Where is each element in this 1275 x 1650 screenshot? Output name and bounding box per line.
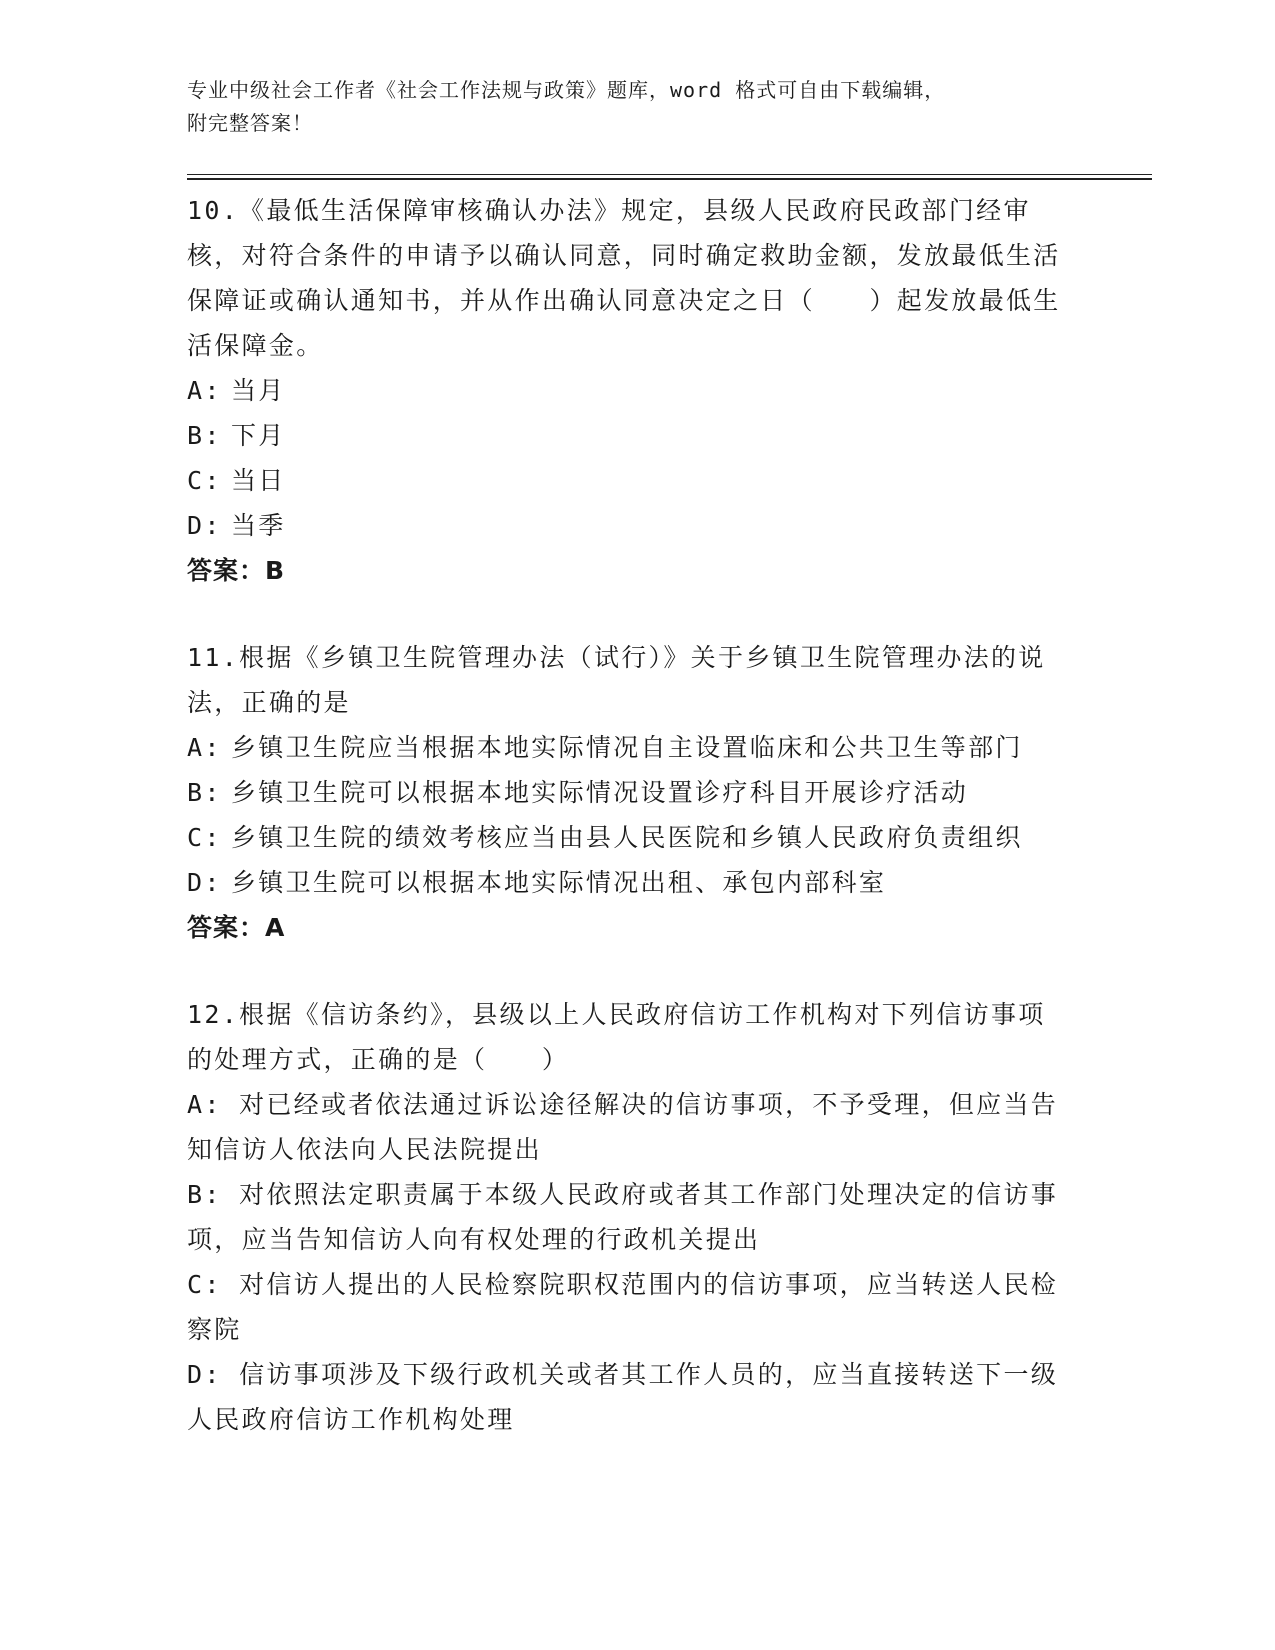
option-d (187, 503, 1067, 548)
question-11 (187, 635, 1067, 950)
question-stem: 11.根据《乡镇卫生院管理办法（试行）》关于乡镇卫生院管理办法的说法，正确的是 (187, 643, 1046, 717)
option-a (187, 368, 1067, 413)
option-c (187, 815, 1067, 860)
option-letter: B: (187, 778, 222, 807)
option-letter: A: (187, 1090, 240, 1119)
question-list (187, 188, 1067, 1484)
option-b (187, 770, 1067, 815)
option-text: 乡镇卫生院可以根据本地实际情况设置诊疗科目开展诊疗活动 (231, 778, 969, 807)
question-stem: 12.根据《信访条约》，县级以上人民政府信访工作机构对下列信访事项的处理方式，正确的是（ ） (187, 1000, 1046, 1074)
question-10 (187, 188, 1067, 593)
option-c (187, 458, 1067, 503)
header-divider (187, 174, 1152, 180)
option-text: 对依照法定职责属于本级人民政府或者其工作部门处理决定的信访事项，应当告知信访人向有权处理的行政机关提出 (187, 1180, 1059, 1254)
answer-label: 答案：A (187, 913, 286, 942)
option-text: 当月 (231, 376, 286, 405)
option-letter: D: (187, 868, 222, 897)
option-text: 当季 (231, 511, 286, 540)
option-d (187, 860, 1067, 905)
option-text: 当日 (231, 466, 286, 495)
option-letter: B: (187, 1180, 240, 1209)
option-letter: B: (187, 421, 222, 450)
option-letter: D: (187, 1360, 240, 1389)
option-d (187, 1352, 1067, 1442)
question-stem: 10.《最低生活保障审核确认办法》规定，县级人民政府民政部门经审核，对符合条件的申请予以确认同意，同时确定救助金额，发放最低生活保障证或确认通知书，并从作出确认同意决定之日（ ）起发放最低生活保障金。 (187, 196, 1061, 360)
option-b (187, 1172, 1067, 1262)
option-letter: C: (187, 823, 222, 852)
question-12 (187, 992, 1067, 1442)
option-text: 对信访人提出的人民检察院职权范围内的信访事项，应当转送人民检察院 (187, 1270, 1059, 1344)
option-a (187, 725, 1067, 770)
option-text: 对已经或者依法通过诉讼途径解决的信访事项，不予受理，但应当告知信访人依法向人民法院提出 (187, 1090, 1059, 1164)
option-letter: A: (187, 733, 222, 762)
option-b (187, 413, 1067, 458)
option-letter: D: (187, 511, 222, 540)
option-letter: A: (187, 376, 222, 405)
document-header (187, 74, 1067, 140)
option-text: 乡镇卫生院可以根据本地实际情况出租、承包内部科室 (231, 868, 887, 897)
header-line-2: 附完整答案！ (187, 111, 313, 135)
option-letter: C: (187, 466, 222, 495)
option-text: 下月 (231, 421, 286, 450)
option-c (187, 1262, 1067, 1352)
option-text: 信访事项涉及下级行政机关或者其工作人员的，应当直接转送下一级人民政府信访工作机构处理 (187, 1360, 1059, 1434)
option-text: 乡镇卫生院应当根据本地实际情况自主设置临床和公共卫生等部门 (231, 733, 1023, 762)
option-text: 乡镇卫生院的绩效考核应当由县人民医院和乡镇人民政府负责组织 (231, 823, 1023, 852)
header-line-1: 专业中级社会工作者《社会工作法规与政策》题库，word 格式可自由下载编辑， (187, 78, 946, 102)
option-a (187, 1082, 1067, 1172)
answer-label: 答案：B (187, 556, 286, 585)
option-letter: C: (187, 1270, 240, 1299)
